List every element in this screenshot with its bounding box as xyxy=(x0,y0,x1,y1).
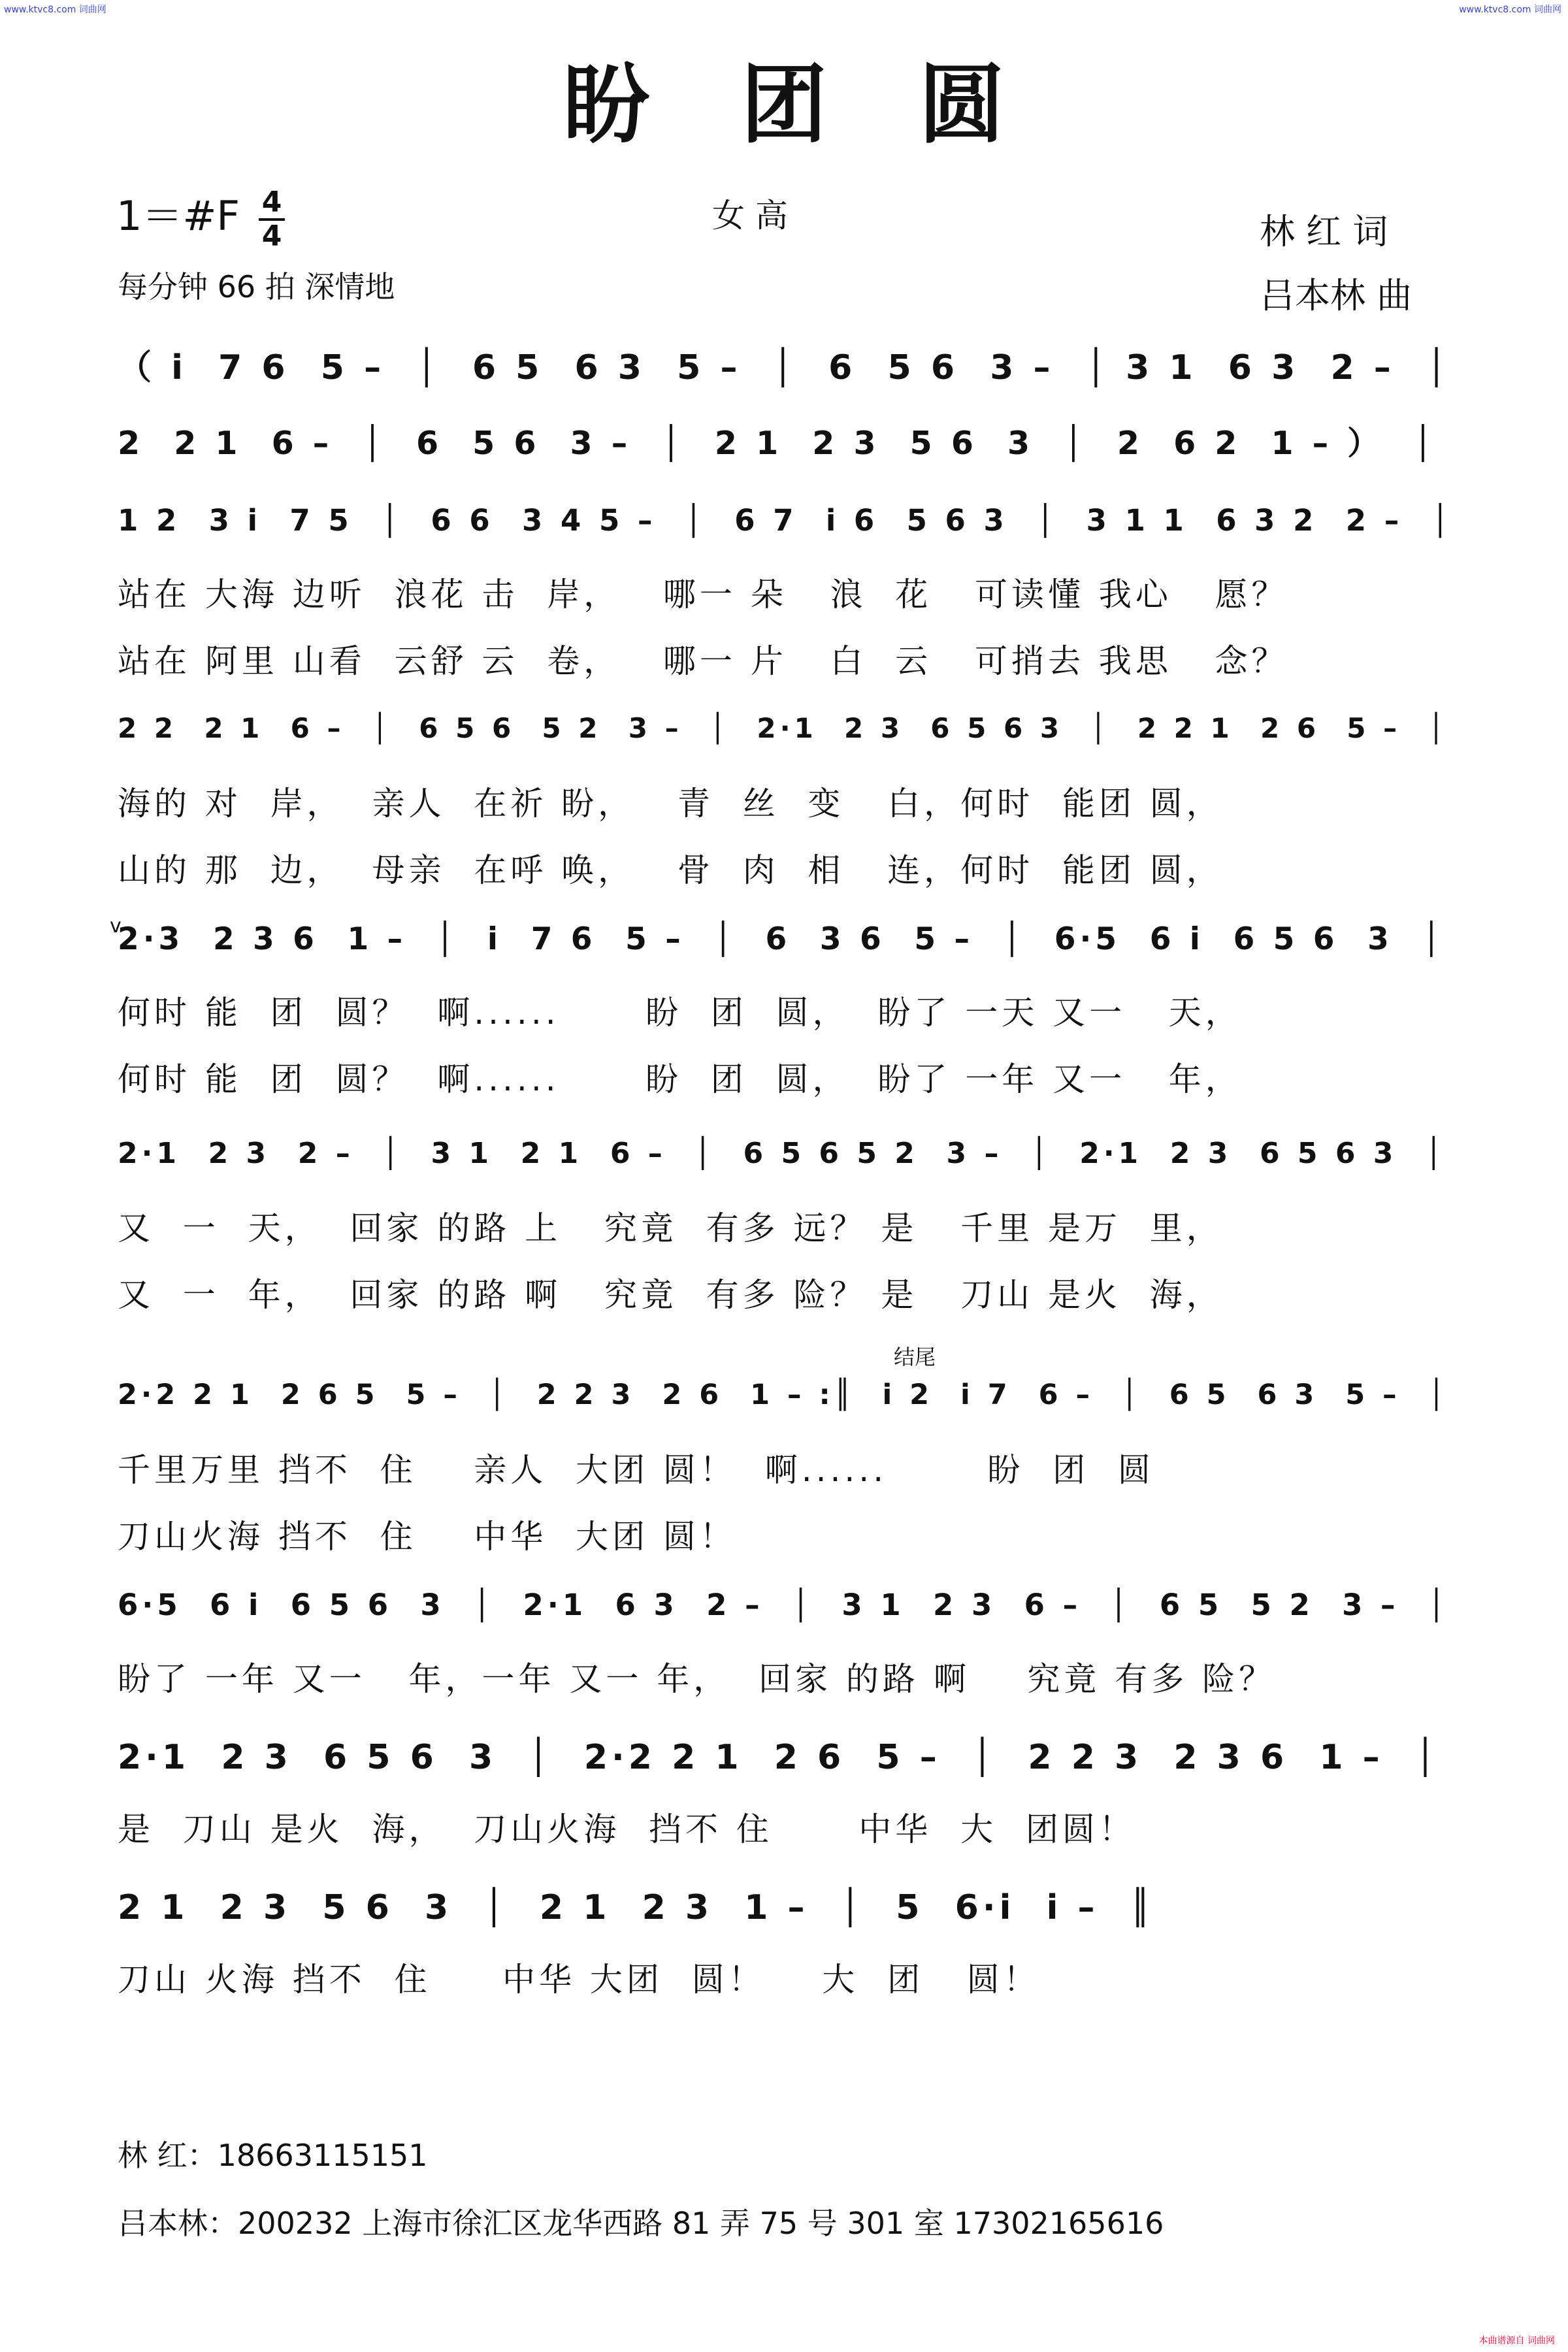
song-title: 盼团圆 xyxy=(563,55,1096,155)
ending-mark: 结尾 xyxy=(894,1345,936,1369)
key-signature: 1＝#F xyxy=(116,192,240,240)
lyric-line: 何时 能 团 圆？ 啊...... 盼 团 圆， 盼了 一天 又一 天， xyxy=(118,994,1242,1032)
voice-type: 女 高 xyxy=(712,197,788,235)
notation-row: 6·5 6 i 6 5 6 3 │ 2·1 6 3 2 – │ 3 1 2 3 6 – │ 6 5 5 2 3 – │ xyxy=(118,1588,1449,1622)
lyricist-credit: 林 红 词 xyxy=(1260,211,1388,252)
watermark-bottom-right: 本曲谱源自 词曲网 xyxy=(1478,2336,1555,2346)
notation-row: 2 2 2 1 6 – │ 6 5 6 5 2 3 – │ 2·1 2 3 6 5 6 3 │ 2 2 1 2 6 5 – │ xyxy=(118,712,1448,744)
lyric-line: 何时 能 团 圆？ 啊...... 盼 团 圆， 盼了 一年 又一 年， xyxy=(118,1060,1242,1098)
notation-row: 2·2 2 1 2 6 5 5 – │ 2 2 3 2 6 1 – :║ i 2 i 7 6 – │ 6 5 6 3 5 – │ xyxy=(118,1379,1449,1411)
lyric-line: 又 一 年， 回家 的路 啊 究竟 有多 险？ 是 刀山 是火 海， xyxy=(118,1276,1223,1314)
notation-row: 2 2 1 6 – │ 6 5 6 3 – │ 2 1 2 3 5 6 3 │ 2 6 2 1 – ） │ xyxy=(118,425,1437,462)
notation-row: 2 1 2 3 5 6 3 │ 2 1 2 3 1 – │ 5 6·i i – ║ xyxy=(118,1888,1155,1927)
lyric-line: 刀山 火海 挡不 住 中华 大团 圆！ 大 团 圆！ xyxy=(118,1961,1040,1999)
watermark-top-left: www.ktvc8.com 词曲网 xyxy=(4,5,106,15)
lyric-line: 站在 大海 边听 浪花 击 岸， 哪一 朵 浪 花 可读懂 我心 愿？ xyxy=(118,576,1288,613)
tempo-marking: 每分钟 66 拍 深情地 xyxy=(118,269,395,304)
notation-row: 2·1 2 3 6 5 6 3 │ 2·2 2 1 2 6 5 – │ 2 2 3 2 3 6 1 – │ xyxy=(118,1738,1440,1777)
breath-mark: v xyxy=(110,915,122,938)
lyric-line: 千里万里 挡不 住 亲人 大团 圆！ 啊...... 盼 团 圆 xyxy=(118,1451,1154,1489)
contact-lin-hong: 林 红：18663115151 xyxy=(118,2138,428,2173)
notation-row: 2·1 2 3 2 – │ 3 1 2 1 6 – │ 6 5 6 5 2 3 – │ 2·1 2 3 6 5 6 3 │ xyxy=(118,1137,1446,1170)
lyric-line: 刀山火海 挡不 住 中华 大团 圆！ xyxy=(118,1518,736,1556)
time-signature: 4 4 xyxy=(259,188,285,251)
notation-row: 1 2 3 i 7 5 │ 6 6 3 4 5 – │ 6 7 i 6 5 6 3 │ 3 1 1 6 3 2 2 – │ xyxy=(118,503,1453,538)
lyric-line: 又 一 天， 回家 的路 上 究竟 有多 远？ 是 千里 是万 里， xyxy=(118,1209,1223,1247)
lyric-line: 是 刀山 是火 海， 刀山火海 挡不 住 中华 大 团圆！ xyxy=(118,1810,1135,1848)
contact-lv-benlin: 吕本林：200232 上海市徐汇区龙华西路 81 弄 75 号 301 室 17302165616 xyxy=(118,2206,1164,2241)
notation-row: 2·3 2 3 6 1 – │ i 7 6 5 – │ 6 3 6 5 – │ 6·5 6 i 6 5 6 3 │ xyxy=(118,921,1445,957)
lyric-line: 站在 阿里 山看 云舒 云 卷， 哪一 片 白 云 可捎去 我思 念？ xyxy=(118,642,1288,680)
notation-row: （ i 7 6 5 – │ 6 5 6 3 5 – │ 6 5 6 3 – │ 3 1 6 3 2 – │ xyxy=(118,348,1451,387)
lyric-line: 海的 对 岸， 亲人 在祈 盼， 青 丝 变 白，何时 能团 圆， xyxy=(118,785,1223,823)
lyric-line: 山的 那 边， 母亲 在呼 唤， 骨 肉 相 连，何时 能团 圆， xyxy=(118,851,1223,889)
composer-credit: 吕本林 曲 xyxy=(1260,275,1413,316)
watermark-top-right: www.ktvc8.com 词曲网 xyxy=(1459,5,1561,15)
lyric-line: 盼了 一年 又一 年，一年 又一 年， 回家 的路 啊 究竟 有多 险？ xyxy=(118,1660,1276,1698)
